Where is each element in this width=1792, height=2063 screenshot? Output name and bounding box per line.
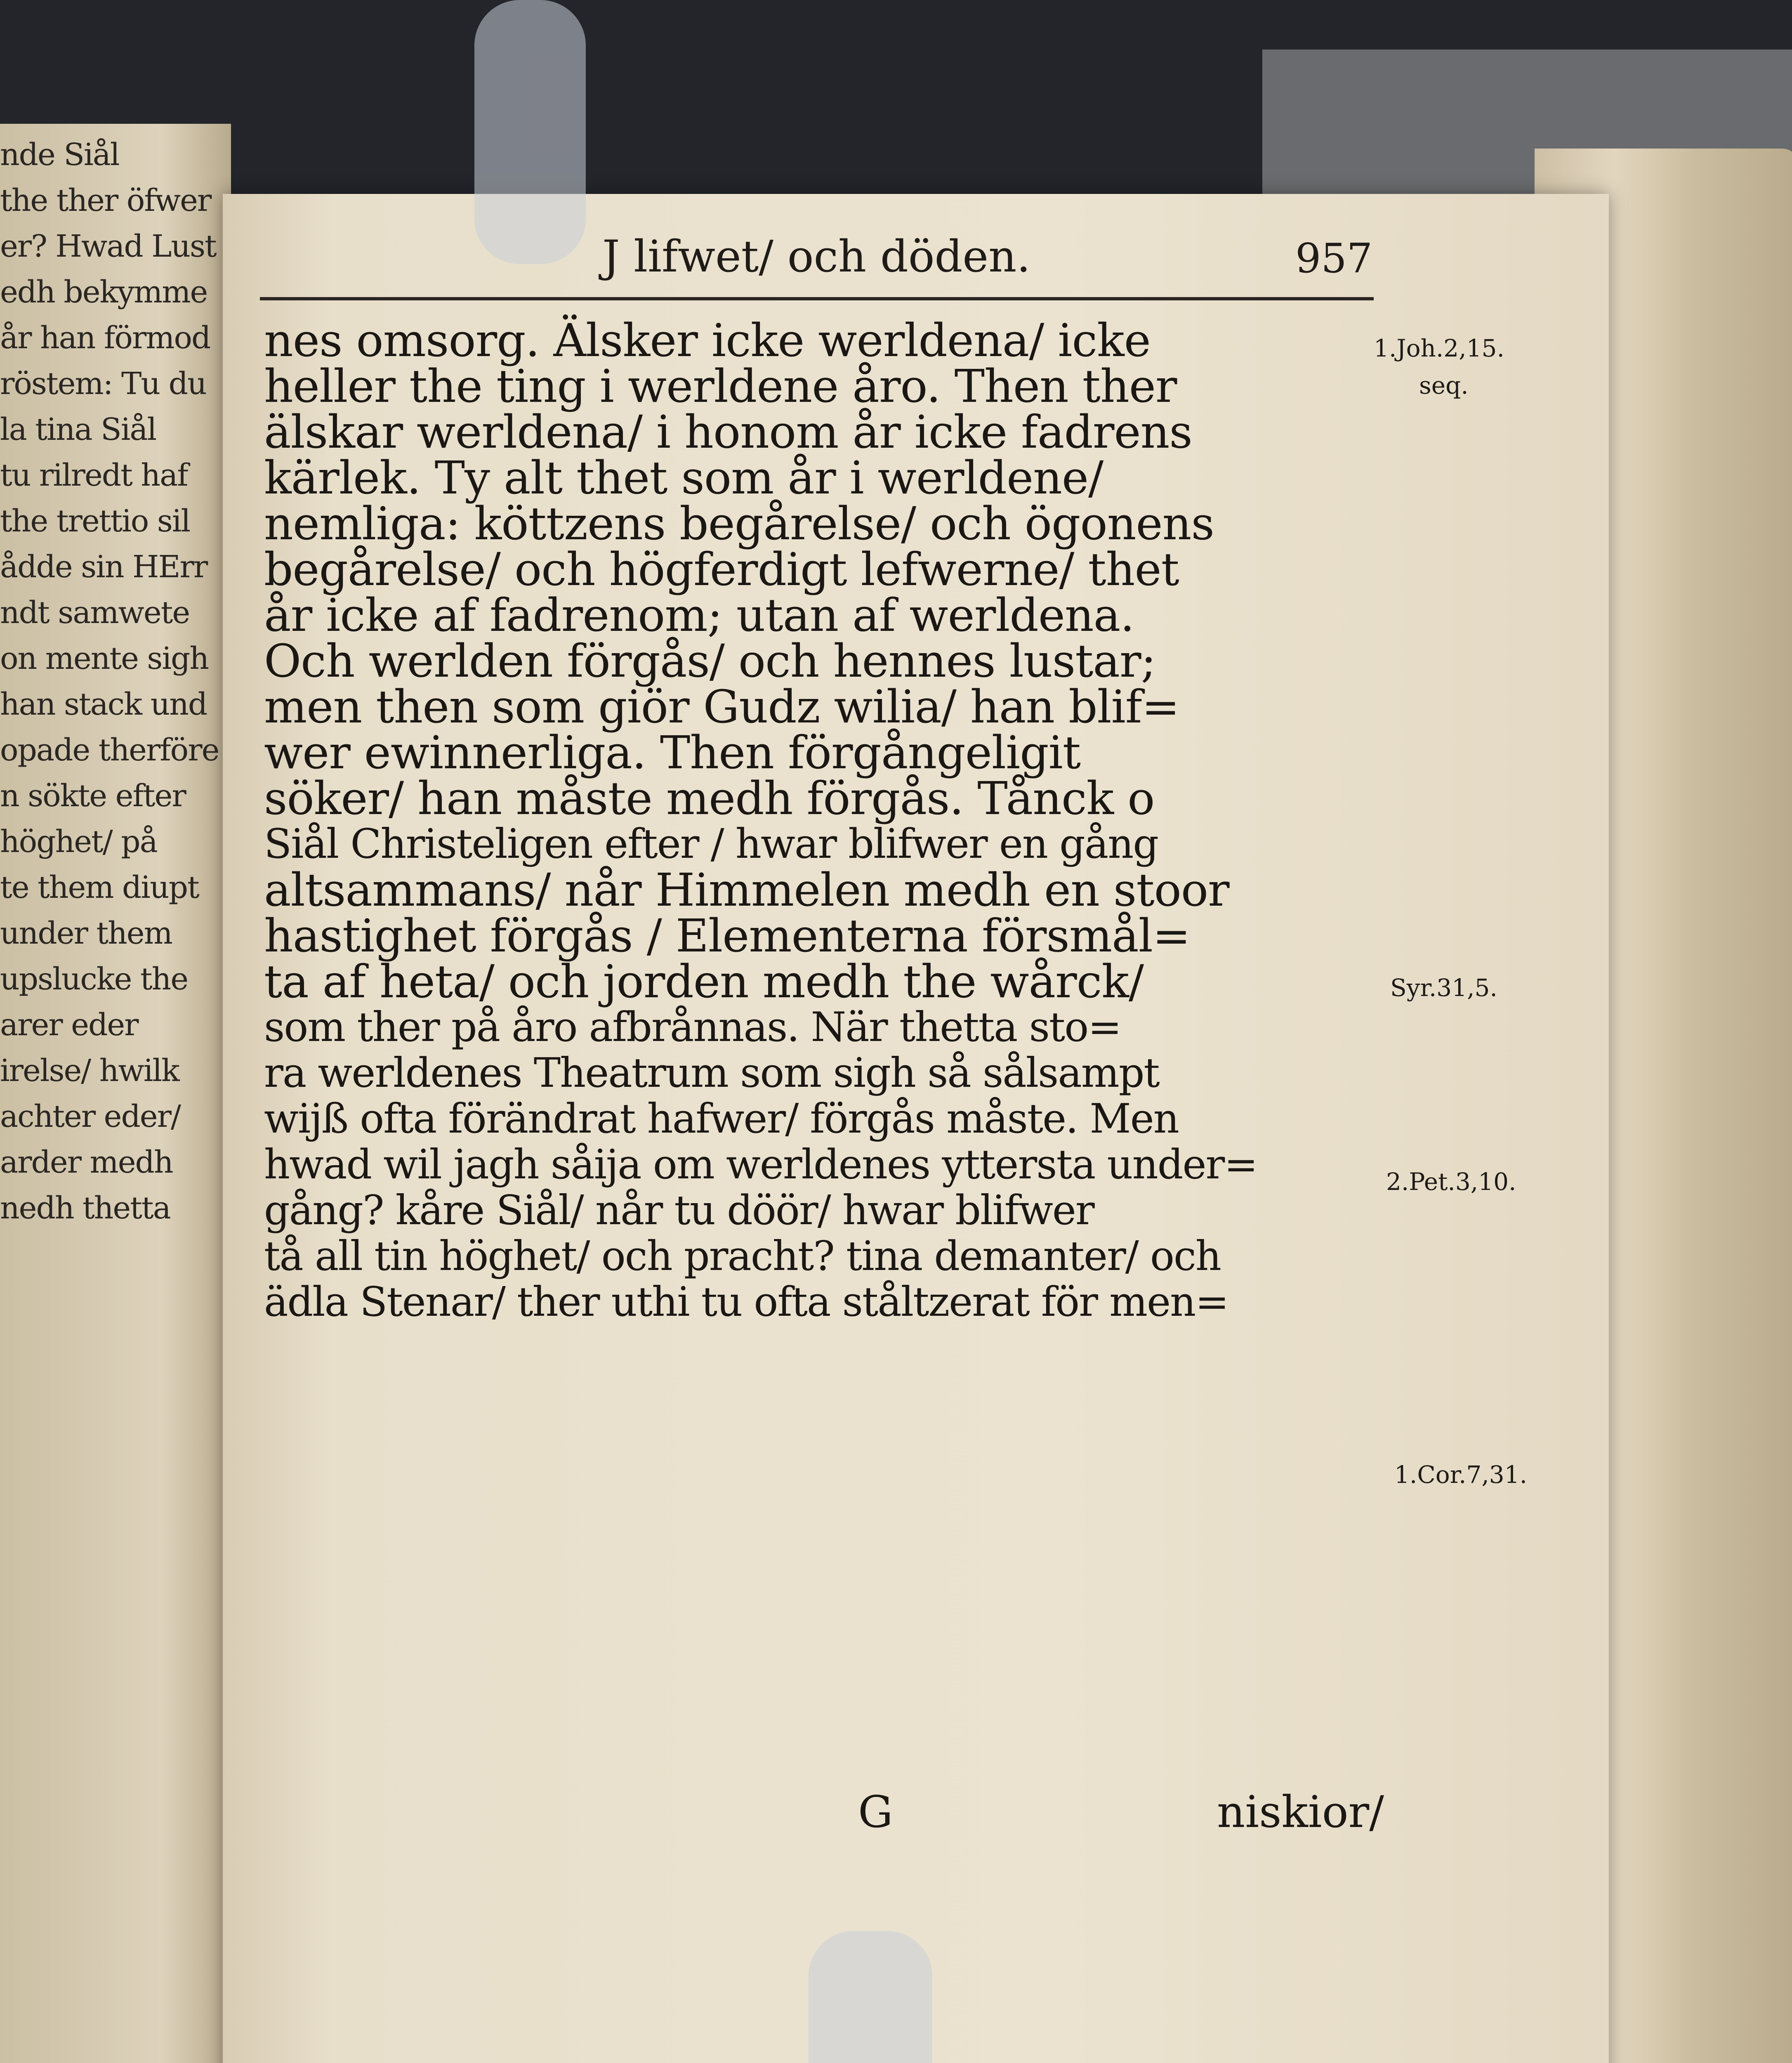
left-line: han stack und	[0, 687, 207, 722]
left-line: arder medh	[0, 1145, 173, 1180]
left-line: ndt samwete	[0, 595, 190, 630]
text-line: hastighet förgås / Elementerna försmål=	[264, 909, 1191, 962]
header-rule	[260, 297, 1374, 300]
left-line: the ther öfwer	[0, 183, 211, 218]
left-line: ådde sin HErr	[0, 549, 207, 585]
left-line: achter eder/	[0, 1099, 180, 1134]
left-line: edh bekymme	[0, 274, 207, 310]
left-line: arer eder	[0, 1007, 138, 1043]
page-number: 957	[1295, 235, 1373, 282]
text-line: altsammans/ når Himmelen medh en stoor	[264, 864, 1229, 916]
text-line: ra werldenes Theatrum som sigh så sålsampt	[264, 1050, 1159, 1097]
text-line: ta af heta/ och jorden medh the wårck/	[264, 955, 1144, 1008]
left-line: er? Hwad Lust	[0, 229, 216, 264]
text-line: år icke af fadrenom; utan af werldena.	[264, 589, 1134, 642]
left-line: opade therföre	[0, 732, 219, 768]
text-line: nes omsorg. Älsker icke werldena/ icke	[264, 314, 1151, 367]
text-line: söker/ han måste medh förgås. Tånck o	[264, 772, 1155, 825]
text-line: hwad wil jagh såija om werldenes yttersta under=	[264, 1141, 1257, 1188]
running-head: J lifwet/ och döden.	[602, 231, 1031, 282]
left-line: te them diupt	[0, 870, 199, 905]
margin-reference: seq.	[1419, 371, 1469, 399]
left-line: irelse/ hwilk	[0, 1053, 179, 1088]
left-page-text	[0, 132, 231, 1231]
text-line: tå all tin höghet/ och pracht? tina demanter/ och	[264, 1233, 1221, 1280]
body-text	[264, 314, 1386, 1326]
left-line: la tina Siål	[0, 412, 156, 447]
signature-mark: G	[858, 1787, 893, 1837]
margin-reference: 1.Cor.7,31.	[1394, 1461, 1528, 1489]
margin-reference: 1.Joh.2,15.	[1374, 334, 1504, 362]
left-line: nde Siål	[0, 137, 119, 172]
left-line: under them	[0, 916, 172, 951]
left-line: röstem: Tu du	[0, 366, 206, 401]
text-line: älskar werldena/ i honom år icke fadrens	[264, 406, 1192, 458]
text-line: heller the ting i werldene åro. Then ther	[264, 360, 1177, 413]
text-line: gång? kåre Siål/ når tu döör/ hwar blifwer	[264, 1187, 1094, 1234]
margin-reference: Syr.31,5.	[1390, 974, 1497, 1002]
text-line: Och werlden förgås/ och hennes lustar;	[264, 635, 1156, 687]
text-line: begårelse/ och högferdigt lefwerne/ thet	[264, 543, 1179, 596]
catchword: niskior/	[1217, 1787, 1384, 1837]
left-line: tu rilredt haf	[0, 458, 188, 493]
left-line: nedh thetta	[0, 1190, 170, 1226]
clear-strap-bottom	[809, 1931, 932, 2063]
text-line: kärlek. Ty alt thet som år i werldene/	[264, 451, 1103, 504]
text-line: ädla Stenar/ ther uthi tu ofta ståltzerat för men=	[264, 1279, 1228, 1326]
text-line: som ther på åro afbrånnas. När thetta sto=	[264, 1004, 1121, 1051]
left-line: höghet/ på	[0, 824, 157, 859]
text-line: men then som giör Gudz wilia/ han blif=	[264, 680, 1179, 733]
clear-strap-top	[474, 0, 586, 264]
text-line: Siål Christeligen efter / hwar blifwer en gång	[264, 821, 1158, 868]
left-line: the trettio sil	[0, 503, 190, 539]
left-line: n sökte efter	[0, 778, 186, 814]
text-line: wijß ofta förändrat hafwer/ förgås måste. Men	[264, 1095, 1179, 1142]
left-line: upslucke the	[0, 961, 188, 997]
text-line: wer ewinnerliga. Then förgångeligit	[264, 726, 1081, 779]
left-line: år han förmod	[0, 320, 210, 356]
left-line: on mente sigh	[0, 641, 209, 676]
margin-reference: 2.Pet.3,10.	[1386, 1168, 1516, 1196]
text-line: nemliga: köttzens begårelse/ och ögonens	[264, 497, 1214, 550]
